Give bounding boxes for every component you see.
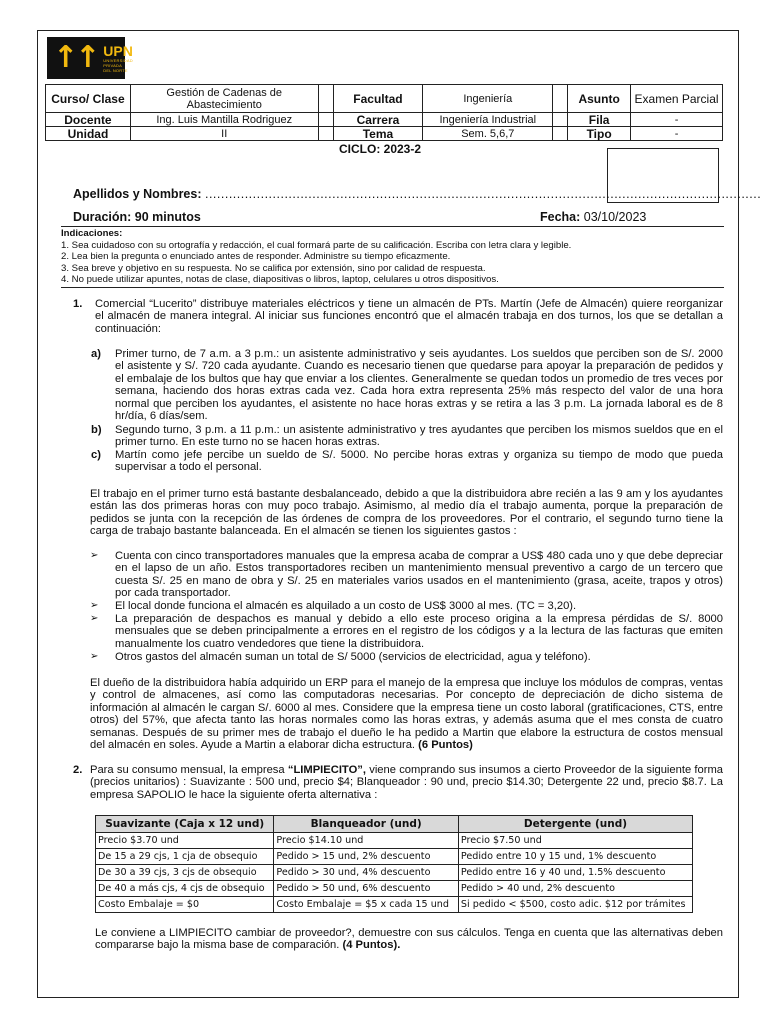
student-name-line [73,187,762,201]
logo-subtitle-1: UNIVERSIDAD [103,57,133,63]
instructions [61,228,726,286]
table-row [96,881,693,897]
table-cell: Si pedido < $500, costo adic. $12 por trámites [458,897,692,913]
student-name-label: Apellidos y Nombres: [73,187,202,201]
q2-closing-text: Le conviene a LIMPIECITO cambiar de proveedor?, demuestre con sus cálculos. Tenga en cuenta que las alternativas deben compararse bajo la misma base de comparación. [95,927,723,952]
q1-bullet: Otros gastos del almacén suman un total de S/ 5000 (servicios de electricidad, agua y teléfono). [115,651,591,663]
divider-bottom [61,287,724,288]
facultad-label: Facultad [333,85,423,113]
q1-bullet: La preparación de despachos es manual y debido a ello este proceso origina a la empresa pérdidas de S/. 8000 mensuales que se deben principalmente a errores en el registro de los códigos y a la lectura de las facturas que emiten manualmente los cuatro vendedores que tiene la distribuidora. [115,613,723,650]
upn-arrows-icon: ↑↑ [53,40,98,75]
carrera-label: Carrera [333,113,423,127]
tema-value: Sem. 5,6,7 [423,127,553,141]
exam-header-table [45,84,723,141]
q2-closing [95,927,723,952]
table-cell: Pedido entre 10 y 15 und, 1% descuento [458,849,692,865]
table-cell: De 30 a 39 cjs, 3 cjs de obsequio [96,865,274,881]
fila-value: - [631,113,723,127]
fecha-label: Fecha: [540,210,581,224]
q1-b-text: Segundo turno, 3 p.m. a 11 p.m.: un asistente administrativo y tres ayudantes que perciben los mismos sueldos que en el primer turno. En este turno no se hacen horas extras. [115,424,723,449]
logo-name: UPN [103,42,133,59]
bullet-arrow-icon: ➢ [90,550,99,561]
docente-label: Docente [46,113,131,127]
table-header: Suavizante (Caja x 12 und) [96,816,274,833]
bullet-arrow-icon: ➢ [90,651,99,662]
ciclo-title: CICLO: 2023-2 [339,142,422,156]
instructions-title: Indicaciones: [61,228,123,239]
divider-top [61,226,724,227]
table-row [96,833,693,849]
offer-table [95,815,693,913]
q2-intro-a: Para su consumo mensual, la empresa [90,764,285,776]
student-name-field[interactable]: ............................................................................................................................................ [204,187,762,201]
q1-c-label: c) [91,449,101,461]
instruction-item: 2. Lea bien la pregunta o enunciado antes de responder. Administre su tiempo eficazmente. [61,251,451,263]
table-cell: Precio $7.50 und [458,833,692,849]
exam-date [540,210,646,224]
tema-label: Tema [333,127,423,141]
q1-bullet: El local donde funciona el almacén es alquilado a un costo de US$ 3000 al mes. (TC = 3,20). [115,600,577,612]
logo-subtitle-2: PRIVADA [103,62,122,68]
asunto-value: Examen Parcial [631,85,723,113]
table-header: Detergente (und) [458,816,692,833]
asunto-label: Asunto [568,85,631,113]
q1-paragraph-3 [90,677,723,751]
q1-c-text: Martín como jefe percibe un sueldo de S/. 5000. No percibe horas extras y organiza su tiempo de modo que pueda supervisar a todo el personal. [115,449,723,474]
tipo-value: - [631,127,723,141]
table-cell: Costo Embalaje = $0 [96,897,274,913]
carrera-value: Ingeniería Industrial [423,113,553,127]
instruction-item: 4. No puede utilizar apuntes, notas de clase, diapositivas o libros, laptop, celulares u otros dispositivos. [61,274,499,286]
q2-company: “LIMPIECITO”, [287,764,366,776]
table-cell: Precio $14.10 und [274,833,459,849]
table-cell: Pedido > 50 und, 6% descuento [274,881,459,897]
table-header: Blanqueador (und) [274,816,459,833]
q2-points: (4 Puntos). [342,939,401,952]
table-cell: Pedido entre 16 y 40 und, 1.5% descuento [458,865,692,881]
q1-bullet: Cuenta con cinco transportadores manuales que la empresa acaba de comprar a US$ 480 cada uno y que debe depreciar en el lapso de un año. Estos transportadores reciben un mantenimiento mensual preventivo a cargo de un tercero que cuesta S/. 25 en mano de obra y S/. 25 en materiales varios usados en el mantenimiento (grasa, aceite, trapos y otros) por cada transportador. [115,550,723,600]
q1-points: (6 Puntos) [418,739,473,752]
q1-intro: Comercial “Lucerito” distribuye materiales eléctricos y tiene un almacén de PTs. Martín (Jefe de Almacén) quiere reorganizar el almacén de manera integral. Al iniciar sus funciones encontró que el almacén trabaja en dos turnos, los que se detallan a continuación: [95,298,723,335]
table-cell: Costo Embalaje = $5 x cada 15 und [274,897,459,913]
q1-paragraph-2: El trabajo en el primer turno está bastante desbalanceado, debido a que la distribuidora abre recién a las 9 am y los ayudantes están las dos primeras horas con muy poco trabajo. Asimismo, al medio día el trabajo aumenta, porque la preparación de pedidos se junta con la recepción de las órdenes de compra de los proveedores. Por el contrario, el segundo turno tiene la carga de trabajo bastante balanceada. En el almacén se tienen los siguientes gastos : [90,488,723,538]
upn-logo [47,37,133,79]
logo-subtitle-3: DEL NORTE [103,67,128,73]
unidad-label: Unidad [46,127,131,141]
q2-intro-b: viene comprando sus insumos a cierto Proveedor de la siguiente forma (precios unitarios) : Suavizante : 500 und, precio $4; Blanqueador : 90 und, precio $14.30; Detergente 22 und, precio $8.7. La empresa SAPOLIO le hace la siguiente oferta alternativa : [90,764,724,801]
facultad-value: Ingeniería [423,85,553,113]
table-row [96,849,693,865]
table-cell: De 15 a 29 cjs, 1 cja de obsequio [96,849,274,865]
fila-label: Fila [568,113,631,127]
duration: Duración: 90 minutos [73,210,201,224]
table-row [96,865,693,881]
table-cell: De 40 a más cjs, 4 cjs de obsequio [96,881,274,897]
curso-label: Curso/ Clase [46,85,131,113]
bullet-arrow-icon: ➢ [90,600,99,611]
q1-number: 1. [73,298,83,310]
unidad-value: II [130,127,318,141]
bullet-arrow-icon: ➢ [90,613,99,624]
q2-intro [90,764,723,801]
instruction-item: 3. Sea breve y objetivo en su respuesta. No se califica por extensión, sino por calidad de respuesta. [61,262,486,274]
docente-value: Ing. Luis Mantilla Rodriguez [130,113,318,127]
q1-a-text: Primer turno, de 7 a.m. a 3 p.m.: un asistente administrativo y seis ayudantes. Los sueldos que perciben son de S/. 2000 el asistente y S/. 720 cada ayudante. Cuando es necesario tienen que quedarse para apoyar la preparación de pedidos y el embalaje de los bultos que hay que enviar a los clientes. Generalmente se quedan todos un promedio de tres veces por semana, haciendo dos horas extras cada vez. Cada hora extra representa 25% más respecto del valor de una hora normal que perciben los ayudantes, el asistente no hace horas extras y se retira a las 3 p.m. La jornada laboral es de 8 hr/día, 6 días/sem. [115,348,723,423]
tipo-label: Tipo [568,127,631,141]
q1-paragraph-3-text: El dueño de la distribuidora había adquirido un ERP para el manejo de la empresa que incluye los módulos de compras, ventas y control de almacenes, así como las computadoras necesarias. Por concepto de depreciación de dicho sistema de información al almacén le cargan S/. 6000 al mes. Considere que la empresa tiene un costo laboral (gratificaciones, CTS, entre otros) del 57%, que afecta tanto las horas normales como las horas extras, y además asuma que el mes consta de cuatro semanas. Después de su primer mes de trabajo el dueño le ha pedido a Martin que elabore la estructura de costos mensual del almacén en soles. Ayude a Martin a elaborar dicha estructura. [90,677,723,752]
table-row [96,897,693,913]
q1-b-label: b) [91,424,102,436]
q1-a-label: a) [91,348,101,360]
fecha-value: 03/10/2023 [583,210,647,224]
curso-value: Gestión de Cadenas de Abastecimiento [130,85,318,113]
instruction-item: 1. Sea cuidadoso con su ortografía y redacción, el cual formará parte de su calificación. Escriba con letra clara y legible. [61,239,572,251]
table-cell: Pedido > 40 und, 2% descuento [458,881,692,897]
table-cell: Precio $3.70 und [96,833,274,849]
q2-number: 2. [73,764,83,776]
table-cell: Pedido > 30 und, 4% descuento [274,865,459,881]
table-cell: Pedido > 15 und, 2% descuento [274,849,459,865]
